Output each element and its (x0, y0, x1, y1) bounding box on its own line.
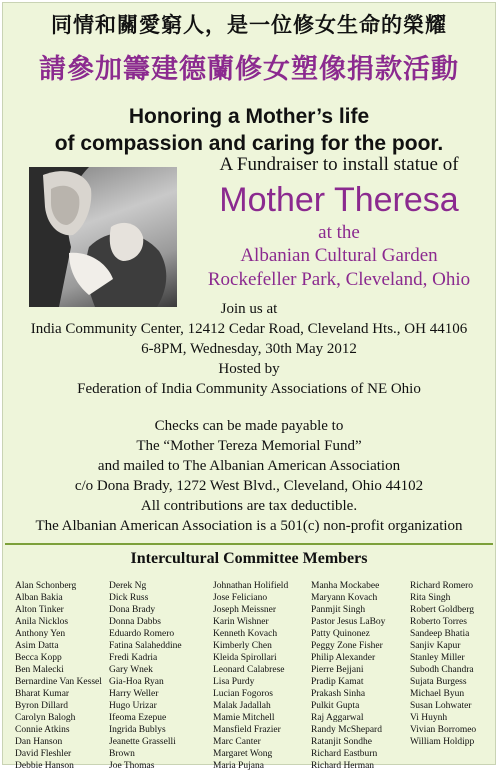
members-column-1 (15, 580, 109, 772)
member-name: Dona Brady (109, 605, 156, 615)
details-line: Hosted by (218, 361, 280, 377)
member-name: William Holdipp (410, 737, 475, 747)
member-name: Richard Eastburn (311, 749, 378, 759)
member-name: Gary Wnek (109, 665, 153, 675)
checks-line: The Albanian American Association is a 501(c) non-profit organization (35, 518, 463, 534)
member-name: Johnathan Holifield (213, 581, 289, 591)
member-name: Sandeep Bhatia (410, 629, 470, 639)
member-name: Asim Datta (15, 641, 59, 651)
event-info (193, 154, 485, 292)
member-name: Pierre Bejjani (311, 665, 364, 675)
chinese-title: 同情和關愛窮人，是一位修女生命的榮耀 (51, 13, 447, 37)
member-name: Karin Wishner (213, 617, 269, 627)
committee-members (15, 580, 491, 772)
member-name: Manha Mockabee (311, 581, 380, 591)
members-column-4 (311, 580, 410, 772)
member-name: Ratanjit Sondhe (311, 737, 372, 747)
member-name: Prakash Sinha (311, 689, 366, 699)
headline-line-2: of compassion and caring for the poor. (54, 132, 444, 155)
member-name: Alban Bakia (15, 593, 63, 603)
member-name: Donna Dabbs (109, 617, 161, 627)
member-name: David Fleshler (15, 749, 72, 759)
member-name: Stanley Miller (410, 653, 465, 663)
member-name: Michael Byun (410, 689, 465, 699)
member-name: Maria Pujana (213, 761, 264, 771)
details-line: Join us at (220, 301, 278, 317)
committee-title: Intercultural Committee Members (130, 550, 368, 567)
member-name: Pradip Kamat (311, 677, 364, 687)
member-name: Bernardine Van Kessel (15, 677, 102, 687)
member-name: Lucian Fogoros (213, 689, 273, 699)
member-name: Sujata Burgess (410, 677, 467, 687)
mother-theresa-name: Mother Theresa (219, 181, 459, 219)
checks-line: The “Mother Tereza Memorial Fund” (136, 438, 362, 454)
divider (5, 543, 493, 545)
member-name: Kleida Spirollari (213, 653, 277, 663)
member-name: Roberto Torres (410, 617, 467, 627)
mother-theresa-photo (29, 167, 177, 307)
member-name: Anila Nicklos (15, 617, 69, 627)
member-name: Hugo Urizar (109, 701, 157, 711)
member-name: Panmjit Singh (311, 605, 366, 615)
member-name: Kenneth Kovach (213, 629, 278, 639)
member-name: Richard Herman (311, 761, 375, 771)
member-name: Alton Tinker (15, 605, 64, 615)
member-name: Maryann Kovach (311, 593, 378, 603)
member-name: Fatina Salaheddine (109, 641, 182, 651)
checks-line: Checks can be made payable to (154, 418, 344, 434)
member-name: Lisa Purdy (213, 677, 255, 687)
member-name: Brown (109, 749, 135, 759)
member-name: Mansfield Frazier (213, 725, 281, 735)
member-name: Vi Huynh (410, 713, 448, 723)
member-name: Gia-Hoa Ryan (109, 677, 164, 687)
member-name: Fredi Kadria (109, 653, 158, 663)
member-name: Subodh Chandra (410, 665, 474, 675)
member-name: Raj Aggarwal (311, 713, 364, 723)
member-name: Debbie Hanson (15, 761, 74, 771)
member-name: Ingrida Bublys (109, 725, 166, 735)
member-name: Randy McShepard (311, 725, 382, 735)
members-column-5 (410, 580, 491, 772)
member-name: Patty Quinonez (311, 629, 370, 639)
member-name: Ifeoma Ezepue (109, 713, 167, 723)
details-line: Federation of India Community Associations of NE Ohio (77, 381, 421, 397)
checks-line: All contributions are tax deductible. (140, 498, 358, 514)
details-line: India Community Center, 12412 Cedar Road, Cleveland Hts., OH 44106 (30, 321, 468, 337)
member-name: Anthony Yen (15, 629, 66, 639)
member-name: Eduardo Romero (109, 629, 175, 639)
donation-info (3, 416, 495, 536)
member-name: Leonard Calabrese (213, 665, 285, 675)
member-name: Byron Dillard (15, 701, 69, 711)
member-name: Pulkit Gupta (311, 701, 360, 711)
member-name: Joseph Meissner (213, 605, 277, 615)
member-name: Pastor Jesus LaBoy (311, 617, 386, 627)
member-name: Becca Kopp (15, 653, 62, 663)
member-name: Dick Russ (109, 593, 149, 603)
member-name: Sanjiv Kapur (410, 641, 461, 651)
member-name: Richard Romero (410, 581, 474, 591)
headline (3, 103, 495, 157)
member-name: Margaret Wong (213, 749, 273, 759)
member-name: Jose Feliciano (213, 593, 268, 603)
member-name: Carolyn Balogh (15, 713, 76, 723)
fundraiser-text: A Fundraiser to install statue of (219, 154, 459, 175)
member-name: Derek Ng (109, 581, 147, 591)
details-line: 6-8PM, Wednesday, 30th May 2012 (141, 341, 357, 357)
member-name: Vivian Borromeo (410, 725, 477, 735)
member-name: Robert Goldberg (410, 605, 474, 615)
member-name: Connie Atkins (15, 725, 70, 735)
member-name: Malak Jadallah (213, 701, 271, 711)
member-name: Ben Malecki (15, 665, 64, 675)
member-name: Harry Weller (109, 689, 159, 699)
flyer (2, 2, 496, 771)
checks-line: c/o Dona Brady, 1272 West Blvd., Cleveland, Ohio 44102 (74, 478, 424, 494)
headline-line-1: Honoring a Mother’s life (128, 105, 370, 128)
member-name: Philip Alexander (311, 653, 376, 663)
member-name: Dan Hanson (15, 737, 63, 747)
checks-line: and mailed to The Albanian American Association (97, 458, 401, 474)
member-name: Bharat Kumar (15, 689, 70, 699)
member-name: Kimberly Chen (213, 641, 272, 651)
member-name: Rita Singh (410, 593, 451, 603)
member-name: Alan Schonberg (15, 581, 77, 591)
member-name: Jeanette Grasselli (109, 737, 176, 747)
member-name: Mamie Mitchell (213, 713, 275, 723)
location-line-1: Albanian Cultural Garden (240, 245, 438, 266)
member-name: Marc Canter (213, 737, 261, 747)
location-at: at the (318, 222, 360, 243)
members-column-2 (109, 580, 213, 772)
member-name: Joe Thomas (109, 761, 155, 771)
member-name: Susan Lohwater (410, 701, 472, 711)
chinese-subtitle: 請參加籌建德蘭修女塑像捐款活動 (39, 54, 459, 85)
event-details (3, 299, 495, 399)
member-name: Peggy Zone Fisher (311, 641, 383, 651)
members-column-3 (213, 580, 311, 772)
location-line-2: Rockefeller Park, Cleveland, Ohio (207, 269, 471, 290)
